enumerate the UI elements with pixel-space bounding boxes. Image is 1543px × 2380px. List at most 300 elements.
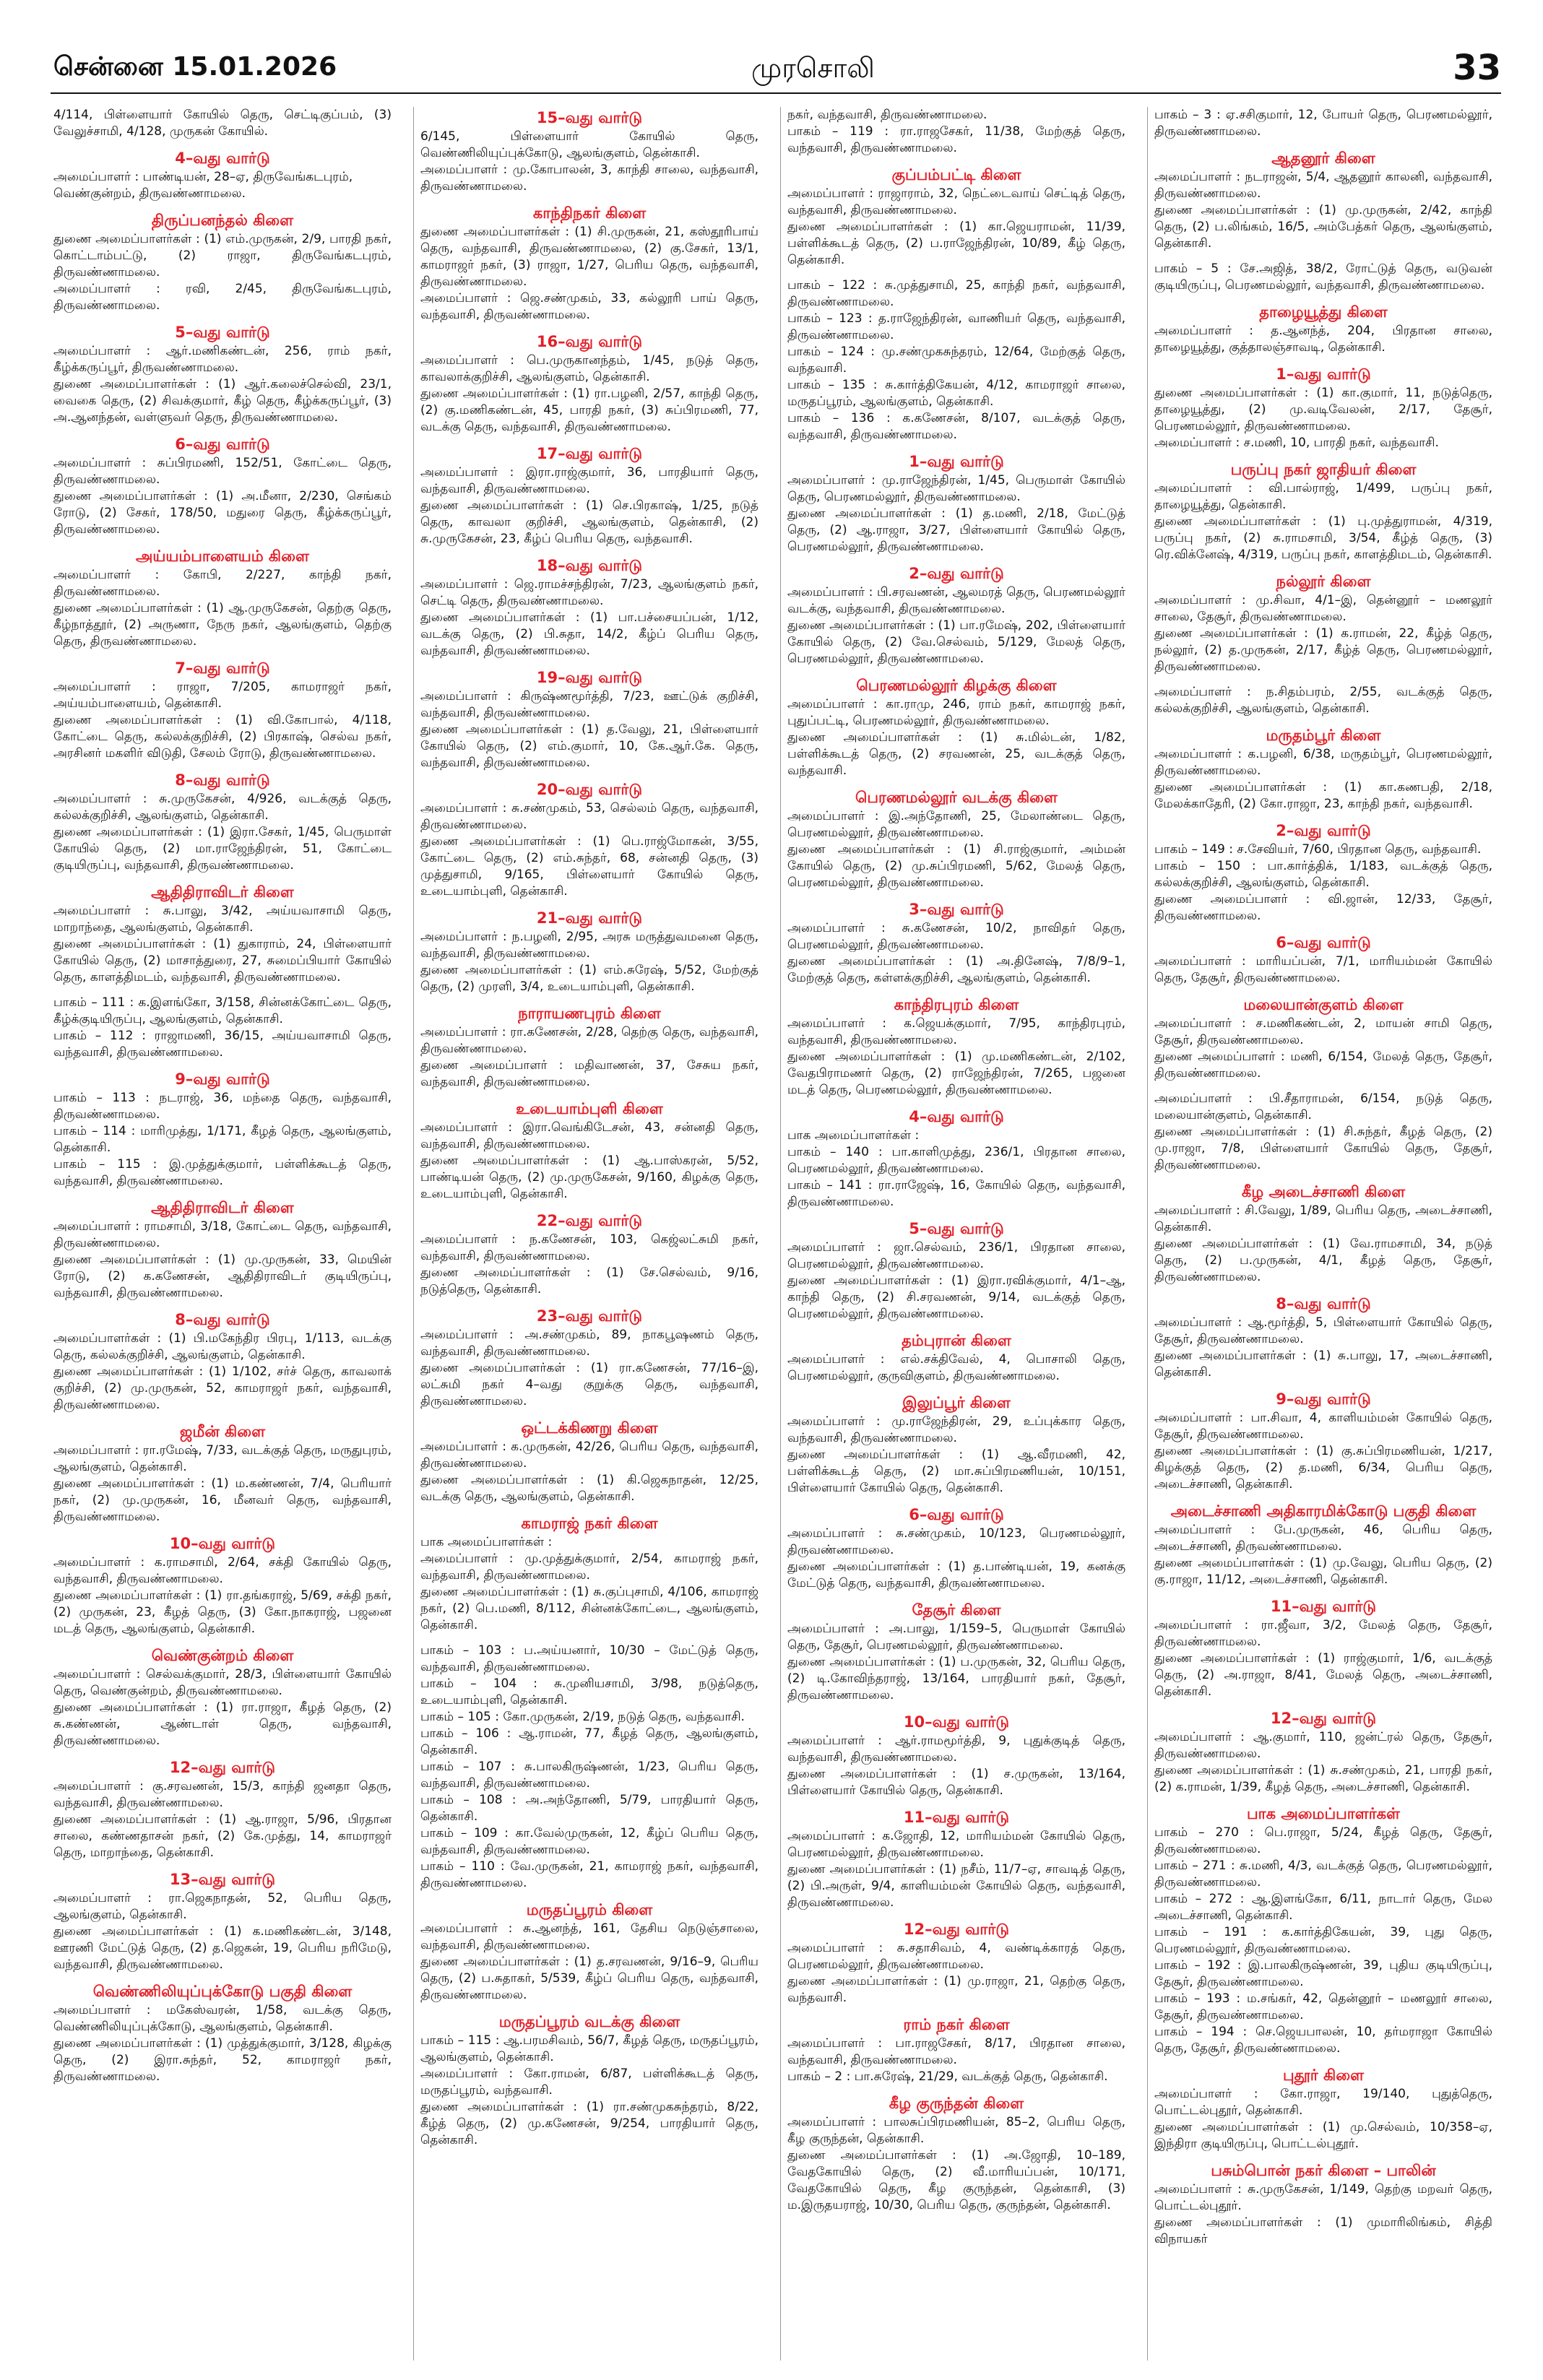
notice-block xyxy=(1154,1182,1492,1286)
notice-line: பாகம் – 271 : சு.மணி, 4/3, வடக்குத் தெரு, பெரணமல்லூர், திருவண்ணாமலை. xyxy=(1154,1858,1492,1890)
notice-line: பாகம் – 150 : பா.கார்த்திக், 1/183, வடக்குத் தெரு, கல்லக்குறிச்சி, ஆலங்குளம், தென்காசி. xyxy=(1154,859,1492,890)
section-heading: மலையான்குளம் கிளை xyxy=(1243,996,1404,1013)
section-heading: புதூர் கிளை xyxy=(1282,2067,1365,2084)
notice-block xyxy=(1154,365,1492,451)
notice-line: துணை அமைப்பாளர்கள் : (1) கி.ஜெகநாதன், 12/25, வடக்கு தெரு, ஆலங்குளம், தென்காசி. xyxy=(420,1473,758,1504)
notice-block xyxy=(53,149,392,202)
section-heading: 9–வது வார்டு xyxy=(1276,1390,1371,1408)
notice-line: அமைப்பாளர் : மு.ராஜேந்திரன், 29, உப்புக்கார தெரு, வந்தவாசி, திருவண்ணாமலை. xyxy=(787,1414,1125,1445)
notice-block xyxy=(787,564,1125,667)
notice-line: துணை அமைப்பாளர்கள் : (1) ரா.சண்முகசுந்தரம், 8/22, கீழ்த் தெரு, (2) மு.கணேசன், 9/254, பாரதியார் தெரு, தென்காசி. xyxy=(420,2100,758,2147)
notice-line: அமைப்பாளர் : அ.சண்முகம், 89, நாகபூஷணம் தெரு, வந்தவாசி, திருவண்ணாமலை. xyxy=(420,1328,758,1359)
notice-block xyxy=(1154,933,1492,987)
notice-line: அமைப்பாளர் : ச.மணி, 10, பாரதி நகர், வந்தவாசி. xyxy=(1154,436,1439,450)
notice-line: அமைப்பாளர் : சு.முருகேசன், 1/149, தெற்கு மறவர் தெரு, பொட்டல்புதூர். xyxy=(1154,2182,1492,2213)
section-heading: 22–வது வார்டு xyxy=(536,1212,643,1229)
notice-line: பாகம் – 136 : க.கணேசன், 8/107, வடக்குத் தெரு, வந்தவாசி, திருவண்ணாமலை. xyxy=(787,411,1125,442)
notice-line: பாகம் – 115 : இ.முத்துக்குமார், பள்ளிக்கூடத் தெரு, வந்தவாசி, திருவண்ணாமலை. xyxy=(53,1157,392,1188)
notice-line: அமைப்பாளர் : மு.சிவா, 4/1–இ, தென்னூர் – மணலூர் சாலை, தேசூர், திருவண்ணாமலை. xyxy=(1154,593,1492,624)
notice-line: துணை அமைப்பாளர்கள் : (1) ச.முருகன், 13/164, பிள்ளையார் கோயில் தெரு, தென்காசி. xyxy=(787,1767,1125,1798)
notice-block xyxy=(420,444,758,548)
notice-block xyxy=(1154,1804,1492,2057)
section-heading: 12–வது வார்டு xyxy=(903,1921,1010,1938)
notice-line: அமைப்பாளர் : ஆர்.ராமமூர்த்தி, 9, புதுக்குடித் தெரு, வந்தவாசி, திருவண்ணாமலை. xyxy=(787,1734,1125,1765)
notice-line: அமைப்பாளர் : ந.சிதம்பரம், 2/55, வடக்குத் தெரு, கல்லக்குறிச்சி, ஆலங்குளம், தென்காசி. xyxy=(1154,685,1492,716)
notice-line: துணை அமைப்பாளர்கள் : (1) வே.ராமசாமி, 34, நடுத் தெரு, (2) ப.முருகன், 4/1, கீழத் தெரு, தேசூர், திருவண்ணாமலை. xyxy=(1154,1237,1492,1284)
notice-line: பாகம் – 108 : அ.அந்தோணி, 5/79, பாரதியார் தெரு, தென்காசி. xyxy=(420,1793,758,1824)
notice-line: பாகம் – 112 : ராஜாமணி, 36/15, அய்யவாசாமி தெரு, வந்தவாசி, திருவண்ணாமலை. xyxy=(53,1029,392,1060)
notice-block xyxy=(53,323,392,426)
notice-line: அமைப்பாளர் : பா.ராஜசேகர், 8/17, பிரதான சாலை, வந்தவாசி, திருவண்ணாமலை. xyxy=(787,2036,1125,2067)
notice-block xyxy=(1154,303,1492,356)
notice-block xyxy=(53,1198,392,1302)
notice-line: பாகம் – 105 : கோ.முருகன், 2/19, நடுத் தெரு, வந்தவாசி. xyxy=(420,1710,745,1724)
notice-block xyxy=(1154,2066,1492,2152)
notice-line: 4/114, பிள்ளையார் கோயில் தெரு, செட்டிகுப்பம், (3) வேலுச்சாமி, 4/128, முருகன் கோயில். xyxy=(53,108,392,139)
notice-line: அமைப்பாளர் : ஆ.குமார், 110, ஜன்ட்ரல் தெரு, தேசூர், திருவண்ணாமலை. xyxy=(1154,1730,1492,1761)
notice-line: பாகம் – 111 : க.இளங்கோ, 3/158, சின்னக்கோட்டை தெரு, கீழ்க்குடியிருப்பு, ஆலங்குளம், தென்காசி. xyxy=(53,995,392,1026)
section-heading: பசும்பொன் நகர் கிளை – பாலின் xyxy=(1211,2162,1436,2179)
section-heading: காந்திநகர் கிளை xyxy=(532,204,647,222)
section-heading: ஆதிதிராவிடர் கிளை xyxy=(151,883,294,901)
notice-block xyxy=(53,995,392,1061)
notice-line: அமைப்பாளர் : ஜெ.ராமச்சந்திரன், 7/23, ஆலங்குளம் நகர், செட்டி தெரு, திருவண்ணாமலை. xyxy=(420,577,758,608)
notice-line: அமைப்பாளர் : ரவி, 2/45, திருவேங்கடபுரம், திருவண்ணாமலை. xyxy=(53,282,392,313)
section-heading: 3–வது வார்டு xyxy=(909,901,1004,918)
column-2 xyxy=(420,107,758,2360)
notice-block xyxy=(420,1514,758,1634)
notice-line: துணை அமைப்பாளர்கள் : (1) த.மணி, 2/18, மேட்டுத் தெரு, (2) ஆ.ராஜா, 3/27, பிள்ளையார் கோயில் தெரு, பெரணமல்லூர், திருவண்ணாமலை. xyxy=(787,506,1125,554)
notice-line: அமைப்பாளர் : ஜா.செல்வம், 236/1, பிரதான சாலை, பெரணமல்லூர், திருவண்ணாமலை. xyxy=(787,1240,1125,1271)
notice-block xyxy=(420,556,758,659)
section-heading: 5–வது வார்டு xyxy=(909,1220,1004,1237)
notice-line: துணை அமைப்பாளர்கள் : (1) சே.செல்வம், 9/16, நடுத்தெரு, தென்காசி. xyxy=(420,1265,758,1297)
notice-line: துணை அமைப்பாளர்கள் : (1) ராஜ்குமார், 1/6, வடக்குத் தெரு, (2) அ.ராஜா, 8/41, மேலத் தெரு, அடைச்சாணி, தென்காசி. xyxy=(1154,1651,1492,1699)
notice-line: துணை அமைப்பாளர்கள் : (1) அ.ஜோதி, 10–189, வேதகோயில் தெரு, (2) வீ.மாரியப்பன், 10/171, வேதகோயில் தெரு, கீழ குருந்தன், தென்காசி, (3) ம.இருதயராஜ், 10/30, பெரிய தெரு, குருந்தன், தென்காசி. xyxy=(787,2148,1125,2212)
notice-line: துணை அமைப்பாளர் : மதிவாணன், 37, சேசுய நகர், வந்தவாசி, திருவண்ணாமலை. xyxy=(420,1058,758,1089)
notice-block xyxy=(1154,149,1492,252)
notice-block xyxy=(787,1331,1125,1385)
notice-line: அமைப்பாளர் : பே.முருகன், 46, பெரிய தெரு, அடைச்சாணி, திருவண்ணாமலை. xyxy=(1154,1523,1492,1554)
notice-line: பாகம் – 107 : சு.பாலகிருஷ்ணன், 1/23, பெரிய தெரு, வந்தவாசி, திருவண்ணாமலை. xyxy=(420,1760,758,1791)
notice-line: துணை அமைப்பாளர்கள் : (1) ஆ.பாஸ்கரன், 5/52, பாண்டியன் தெரு, (2) மு.முருகேசன், 9/160, கிழக்கு தெரு, உடையாம்புளி, தென்காசி. xyxy=(420,1154,758,1201)
section-heading: கீழ குருந்தன் கிளை xyxy=(889,2095,1024,2112)
notice-block xyxy=(787,1393,1125,1497)
notice-block xyxy=(787,2015,1125,2085)
section-heading: 11–வது வார்டு xyxy=(903,1809,1010,1826)
issue-date: சென்னை 15.01.2026 xyxy=(53,52,337,82)
notice-block xyxy=(1154,1294,1492,1381)
notice-line: அமைப்பாளர் : அ.பாலு, 1/159–5, பெருமாள் கோயில் தெரு, தேசூர், பெரணமல்லூர், திருவண்ணாமலை. xyxy=(787,1622,1125,1653)
notice-block xyxy=(53,1870,392,1973)
notice-line: பாகம் – 122 : சு.முத்துசாமி, 25, காந்தி நகர், வந்தவாசி, திருவண்ணாமலை. xyxy=(787,278,1125,309)
notice-line: அமைப்பாளர் : பெ.முருகானந்தம், 1/45, நடுத் தெரு, காவலாக்குறிச்சி, ஆலங்குளம், தென்காசி. xyxy=(420,353,758,384)
notice-line: பாகம் – 103 : ப.அய்யனார், 10/30 – மேட்டுத் தெரு, வந்தவாசி, திருவண்ணாமலை. xyxy=(420,1643,758,1674)
newspaper-name: முரசொலி xyxy=(751,52,875,84)
notice-line: பாகம் – 270 : பெ.ராஜா, 5/24, கீழத் தெரு, தேசூர், திருவண்ணாமலை. xyxy=(1154,1825,1492,1856)
notice-line: துணை அமைப்பாளர்கள் : (1) பு.முத்துராமன், 4/319, பருப்பு நகர், (2) சு.ராமசாமி, 3/54, கீழ்த் தெரு, (3) ரெ.விக்னேஷ், 4/319, பருப்பு நகர், காளத்திமடம், தென்காசி. xyxy=(1154,514,1492,562)
column-divider xyxy=(1147,107,1148,2360)
notice-line: பாகம் – 115 : ஆ.பரமசிவம், 56/7, கீழத் தெரு, மருதப்பூரம், ஆலங்குளம், தென்காசி. xyxy=(420,2033,758,2064)
notice-line: துணை அமைப்பாளர்கள் : (1) த.சரவணன், 9/16–9, பெரிய தெரு, (2) ப.சுதாகர், 5/539, கீழ்ப் பெரிய தெரு, வந்தவாசி, திருவண்ணாமலை. xyxy=(420,1955,758,2002)
notice-line: துணை அமைப்பாளர்கள் : (1) ஆ.முருகேசன், தெற்கு தெரு, கீழ்நாத்தூர், (2) அருணா, நேரு நகர், ஆலங்குளம், தெற்கு தெரு, திருவண்ணாமலை. xyxy=(53,601,392,649)
section-heading: மருதப்பூரம் கிளை xyxy=(526,1901,653,1918)
section-heading: 2–வது வார்டு xyxy=(1276,822,1371,839)
notice-line: பாகம் – 141 : ரா.ராஜேஷ், 16, கோயில் தெரு, வந்தவாசி, திருவண்ணாமலை. xyxy=(787,1178,1125,1209)
notice-line: துணை அமைப்பாளர்கள் : (1) ஆ.ராஜா, 5/96, பிரதான சாலை, கண்ணதாசன் நகர், (2) கே.முத்து, 14, காமராஜர் தெரு, மாறாந்தை, தென்காசி. xyxy=(53,1812,392,1860)
notice-block xyxy=(787,107,1125,157)
notice-line: துணை அமைப்பாளர்கள் : (1) எம்.சுரேஷ், 5/52, மேற்குத் தெரு, (2) முரளி, 3/4, உடையாம்புளி, தென்காசி. xyxy=(420,963,758,994)
notice-block xyxy=(420,1900,758,2004)
section-heading: வெண்குன்றம் கிளை xyxy=(151,1647,294,1664)
notice-block xyxy=(53,1646,392,1749)
notice-block xyxy=(53,435,392,538)
notice-line: பாகம் – 123 : த.ராஜேந்திரன், வாணியர் தெரு, வந்தவாசி, திருவண்ணாமலை. xyxy=(787,311,1125,342)
notice-line: அமைப்பாளர் : பாண்டியன், 28–ஏ, திருவேங்கடபுரம், xyxy=(53,170,353,184)
notice-line: அமைப்பாளர் : சு.சண்முகம், 53, செல்லம் தெரு, வந்தவாசி, திருவண்ணாமலை. xyxy=(420,801,758,832)
notice-line: அமைப்பாளர் : கோ.ராஜா, 19/140, புதுத்தெரு, பொட்டல்புதூர், தென்காசி. xyxy=(1154,2087,1492,2118)
notice-block xyxy=(53,883,392,986)
section-heading: 5–வது வார்டு xyxy=(175,324,270,341)
notice-line: அமைப்பாளர் : ராமசாமி, 3/18, கோட்டை தெரு, வந்தவாசி, திருவண்ணாமலை. xyxy=(53,1219,392,1250)
notice-block xyxy=(53,211,392,314)
section-heading: தேசூர் கிளை xyxy=(912,1601,1001,1619)
notice-line: அமைப்பாளர் : மகேஸ்வரன், 1/58, வடக்கு தெரு, வெண்ணிலியுப்புக்கோடு, ஆலங்குளம், தென்காசி. xyxy=(53,2003,392,2034)
notice-line: துணை அமைப்பாளர்கள் : (1) ரா.கணேசன், 77/16–இ, லட்சுமி நகர் 4–வது குறுக்கு தெரு, வந்தவாசி, திருவண்ணாமலை. xyxy=(420,1361,758,1408)
notice-line: பாக அமைப்பாளர்கள் : xyxy=(420,1535,553,1549)
notice-line: துணை அமைப்பாளர்கள் : (1) ஆர்.கலைச்செல்வி, 23/1, வைகை தெரு, (2) சிவக்குமார், கீழ் தெரு, கீழ்க்கருப்பூர், (3) அ.ஆனந்தன், வள்ளுவர் தெரு, திருவண்ணாமலை. xyxy=(53,377,392,425)
notice-line: துணை அமைப்பாளர்கள் : (1) ப.முருகன், 32, பெரிய தெரு, (2) டி.கோவிந்தராஜ், 13/164, பாரதியார் நகர், தேசூர், திருவண்ணாமலை. xyxy=(787,1655,1125,1702)
notice-line: அமைப்பாளர் : கோபி, 2/227, காந்தி நகர், திருவண்ணாமலை. xyxy=(53,568,392,599)
section-heading: ராம் நகர் கிளை xyxy=(903,2016,1010,2033)
notice-line: அமைப்பாளர் : ரா.ஜெகநாதன், 52, பெரிய தெரு, ஆலங்குளம், தென்காசி. xyxy=(53,1891,392,1922)
section-heading: 1–வது வார்டு xyxy=(1276,365,1371,383)
section-heading: காந்திரபுரம் கிளை xyxy=(894,996,1019,1013)
notice-line: பாகம் – 5 : சே.அஜித், 38/2, ரோட்டுத் தெரு, வடுவன் குடியிருப்பு, பெரணமல்லூர், வந்தவாசி, திருவண்ணாமலை. xyxy=(1154,261,1492,293)
notice-line: அமைப்பாளர் : ந.பழனி, 2/95, அரசு மருத்துவமனை தெரு, வந்தவாசி, திருவண்ணாமலை. xyxy=(420,930,758,961)
section-heading: மருதப்பூரம் வடக்கு கிளை xyxy=(498,2013,680,2030)
notice-block xyxy=(53,1982,392,2085)
notice-line: அமைப்பாளர் : இ.அந்தோணி, 25, மேலாண்டை தெரு, பெரணமல்லூர், திருவண்ணாமலை. xyxy=(787,809,1125,840)
notice-line: அமைப்பாளர் : சு.முருகேசன், 4/926, வடக்குத் தெரு, கல்லக்குறிச்சி, ஆலங்குளம், தென்காசி. xyxy=(53,792,392,823)
section-heading: மருதம்பூர் கிளை xyxy=(1266,727,1381,744)
notice-line: அமைப்பாளர் : இரா.ராஜ்குமார், 36, பாரதியார் தெரு, வந்தவாசி, திருவண்ணாமலை. xyxy=(420,465,758,496)
section-heading: 11–வது வார்டு xyxy=(1270,1598,1377,1615)
notice-line: அமைப்பாளர் : கா.ராமு, 246, ராம் நகர், காமராஜ் நகர், புதுப்பட்டி, பெரணமல்லூர், திருவண்ணாமலை. xyxy=(787,697,1125,728)
notice-line: அமைப்பாளர் : வி.பால்ராஜ், 1/499, பருப்பு நகர், தாழையூத்து, தென்காசி. xyxy=(1154,481,1492,512)
masthead-rule xyxy=(51,92,1501,94)
notice-line: துணை அமைப்பாளர்கள் : (1) சி.முருகன், 21, கஸ்தூரிபாய் தெரு, வந்தவாசி, திருவண்ணாமலை, (2) கு.சேகர், 13/1, காமராஜர் நகர், (3) ராஜா, 1/27, பெரிய தெரு, வந்தவாசி, திருவண்ணாமலை. xyxy=(420,225,758,289)
notice-block xyxy=(1154,261,1492,294)
notice-block xyxy=(787,995,1125,1099)
notice-block xyxy=(420,1004,758,1091)
notice-line: 6/145, பிள்ளையார் கோயில் தெரு, வெண்ணிலியுப்புக்கோடு, ஆலங்குளம், தென்காசி. xyxy=(420,129,758,160)
notice-line: அமைப்பாளர் : நடராஜன், 5/4, ஆதனூர் காலனி, வந்தவாசி, திருவண்ணாமலை. xyxy=(1154,170,1492,201)
section-heading: 18–வது வார்டு xyxy=(536,557,643,574)
notice-line: துணை அமைப்பாளர்கள் : (1) பெ.ராஜ்மோகன், 3/55, கோட்டை தெரு, (2) எம்.சுந்தர், 68, சன்னதி தெரு, (3) முத்துசாமி, 9/165, பிள்ளையார் கோயில் தெரு, உடையாம்புளி, தென்காசி. xyxy=(420,834,758,899)
section-heading: காமராஜ் நகர் கிளை xyxy=(521,1515,658,1532)
notice-line: அமைப்பாளர் : ந.கணேசன், 103, கெஜ்லட்சுமி நகர், வந்தவாசி, திருவண்ணாமலை. xyxy=(420,1232,758,1263)
notice-line: அமைப்பாளர் : ஜெ.சண்முகம், 33, கல்லூரி பாய் தெரு, வந்தவாசி, திருவண்ணாமலை. xyxy=(420,291,758,322)
notice-block xyxy=(420,108,758,195)
masthead xyxy=(0,0,1543,88)
notice-line: துணை அமைப்பாளர் : வி.ஜான், 12/33, தேசூர், திருவண்ணாமலை. xyxy=(1154,892,1492,923)
section-heading: 6–வது வார்டு xyxy=(909,1506,1004,1523)
notice-block xyxy=(1154,1597,1492,1700)
section-heading: 10–வது வார்டு xyxy=(169,1535,276,1552)
notice-line: துணை அமைப்பாளர்கள் : (1) ம.கண்ணன், 7/4, பெரியார் நகர், (2) மு.முருகன், 16, மீனவர் தெரு, வந்தவாசி, திருவண்ணாமலை. xyxy=(53,1476,392,1524)
notice-block xyxy=(53,771,392,874)
notice-line: பாகம் – 3 : ஏ.சசிகுமார், 12, போயர் தெரு, பெரணமல்லூர், திருவண்ணாமலை. xyxy=(1154,108,1492,139)
notice-line: அமைப்பாளர் : பி.சீதாராமன், 6/154, நடுத் தெரு, மலையான்குளம், தென்காசி. xyxy=(1154,1091,1492,1122)
notice-block xyxy=(1154,572,1492,675)
notice-line: நகர், வந்தவாசி, திருவண்ணாமலை. xyxy=(787,108,987,122)
section-heading: அய்யம்பாளையம் கிளை xyxy=(136,548,309,565)
notice-line: அமைப்பாளர் : ராஜாராம், 32, நெட்டைவாய் செட்டித் தெரு, வந்தவாசி, திருவண்ணாமலை. xyxy=(787,186,1125,217)
notice-line: துணை அமைப்பாளர்கள் : (1) துகாராம், 24, பிள்ளையார் கோயில் தெரு, (2) மாசாத்துரை, 27, சுமைப்பியார் கோயில் தெரு, காளத்திமடம், வந்தவாசி, திருவண்ணாமலை. xyxy=(53,937,392,985)
notice-line: துணை அமைப்பாளர்கள் : (1) முமாரிலிங்கம், சித்தி விநாயகர் xyxy=(1154,2215,1492,2246)
notice-block xyxy=(420,780,758,900)
notice-block xyxy=(53,547,392,650)
section-heading: நல்லூர் கிளை xyxy=(1276,573,1371,590)
notice-line: அமைப்பாளர் : சு.சண்முகம், 10/123, பெரணமல்லூர், திருவண்ணாமலை. xyxy=(787,1526,1125,1557)
section-heading: 12–வது வார்டு xyxy=(169,1759,276,1776)
notice-line: துணை அமைப்பாளர் : மணி, 6/154, மேலத் தெரு, தேசூர், திருவண்ணாமலை. xyxy=(1154,1050,1492,1081)
notice-line: துணை அமைப்பாளர்கள் : (1) முத்துக்குமார், 3/128, கிழக்கு தெரு, (2) இரா.சுந்தர், 52, காமராஜர் நகர், திருவண்ணாமலை. xyxy=(53,2036,392,2084)
notice-line: பாகம் – 191 : க.கார்த்திகேயன், 39, புது தெரு, பெரணமல்லூர், திருவண்ணாமலை. xyxy=(1154,1925,1492,1956)
notice-line: துணை அமைப்பாளர்கள் : (1) ரா.ராஜா, கீழத் தெரு, (2) சு.கண்ணன், ஆண்டாள் தெரு, வந்தவாசி, திருவண்ணாமலை. xyxy=(53,1700,392,1748)
notice-line: துணை அமைப்பாளர்கள் : (1) நசீம், 11/7–ஏ, சாவடித் தெரு, (2) பி.அருள், 9/4, காளியம்மன் கோயில் தெரு, வந்தவாசி, திருவண்ணாமலை. xyxy=(787,1862,1125,1910)
notice-line: துணை அமைப்பாளர்கள் : (1) பா.ரமேஷ், 202, பிள்ளையார் கோயில் தெரு, (2) வே.செல்வம், 5/129, மேலத் தெரு, பெரணமல்லூர், திருவண்ணாமலை. xyxy=(787,618,1125,666)
notice-line: துணை அமைப்பாளர்கள் : (1) சி.சுந்தர், கீழத் தெரு, (2) மு.ராஜா, 7/8, பிள்ளையார் கோயில் தெரு, தேசூர், திருவண்ணாமலை. xyxy=(1154,1125,1492,1172)
notice-block xyxy=(787,1219,1125,1323)
notice-line: பாகம் – 113 : நடராஜ், 36, மந்தை தெரு, வந்தவாசி, திருவண்ணாமலை. xyxy=(53,1091,392,1122)
notice-line: துணை அமைப்பாளர்கள் : (1) கா.குமார், 11, நடுத்தெரு, தாழையூத்து, (2) மு.வடிவேலன், 2/17, தேசூர், பெரணமல்லூர், திருவண்ணாமலை. xyxy=(1154,386,1492,433)
notice-block xyxy=(420,909,758,995)
notice-block xyxy=(787,788,1125,891)
notice-line: துணை அமைப்பாளர்கள் : (1) மு.ராஜா, 21, தெற்கு தெரு, வந்தவாசி. xyxy=(787,1974,1125,2005)
notice-line: பாகம் – 2 : பா.சுரேஷ், 21/29, வடக்குத் தெரு, தென்காசி. xyxy=(787,2069,1108,2084)
notice-line: பாகம் – 193 : ம.சங்கர், 42, தென்னூர் – மணலூர் சாலை, தேசூர், திருவண்ணாமலை. xyxy=(1154,1991,1492,2022)
notice-line: அமைப்பாளர் : ரா.கணேசன், 2/28, தெற்கு தெரு, வந்தவாசி, திருவண்ணாமலை. xyxy=(420,1025,758,1056)
notice-block xyxy=(53,1534,392,1637)
notice-block xyxy=(420,2012,758,2149)
notice-block xyxy=(420,1099,758,1203)
notice-line: துணை அமைப்பாளர்கள் : (1) க.ராமன், 22, கீழ்த் தெரு, நல்லூர், (2) த.முருகன், 2/17, கீழ்த் தெரு, பெரணமல்லூர், திருவண்ணாமலை. xyxy=(1154,626,1492,674)
notice-line: அமைப்பாளர் : ரா.ஜீவா, 3/2, மேலத் தெரு, தேசூர், திருவண்ணாமலை. xyxy=(1154,1618,1492,1649)
notice-line: அமைப்பாளர் : ரா.ரமேஷ், 7/33, வடக்குத் தெரு, மருதுபுரம், ஆலங்குளம், தென்காசி. xyxy=(53,1443,392,1474)
notice-block xyxy=(787,676,1125,779)
section-heading: 10–வது வார்டு xyxy=(903,1713,1010,1731)
column-3 xyxy=(787,107,1125,2360)
notice-line: அமைப்பாளர் : கோ.ராமன், 6/87, பள்ளிக்கூடத் தெரு, மருதப்பூரம், வந்தவாசி. xyxy=(420,2067,758,2098)
notice-line: பாகம் – 110 : வே.முருகன், 21, காமராஜ் நகர், வந்தவாசி, திருவண்ணாமலை. xyxy=(420,1859,758,1890)
section-heading: பெரணமல்லூர் வடக்கு கிளை xyxy=(855,789,1058,806)
notice-line: துணை அமைப்பாளர்கள் : (1) சு.மில்டன், 1/82, பள்ளிக்கூடத் தெரு, (2) சரவணன், 25, வடக்குத் தெரு, வந்தவாசி. xyxy=(787,730,1125,778)
notice-block xyxy=(787,1601,1125,1704)
section-heading: நாராயணபுரம் கிளை xyxy=(518,1005,661,1022)
page-number: 33 xyxy=(1453,48,1501,88)
notice-line: அமைப்பாளர் : பாலசுப்பிரமணியன், 85–2, பெரிய தெரு, கீழ குருந்தன், தென்காசி. xyxy=(787,2115,1125,2146)
notice-line: அமைப்பாளர் : சு.கணேசன், 10/2, நாவிதர் தெரு, பெரணமல்லூர், திருவண்ணாமலை. xyxy=(787,921,1125,952)
notice-block xyxy=(787,1713,1125,1799)
notice-line: பாகம் – 106 : ஆ.ராமன், 77, கீழத் தெரு, ஆலங்குளம், தென்காசி. xyxy=(420,1726,758,1757)
section-heading: பருப்பு நகர் ஜாதியர் கிளை xyxy=(1230,461,1417,478)
section-heading: 6–வது வார்டு xyxy=(1276,934,1371,951)
notice-line: துணை அமைப்பாளர்கள் : (1) கா.கணபதி, 2/18, மேலக்காதேரி, (2) கோ.ராஜா, 23, காந்தி நகர், வந்தவாசி. xyxy=(1154,780,1492,811)
notice-block xyxy=(1154,107,1492,140)
section-heading: 6–வது வார்டு xyxy=(175,436,270,453)
notice-line: துணை அமைப்பாளர்கள் : (1) த.பாண்டியன், 19, கனக்கு மேட்டுத் தெரு, வந்தவாசி, திருவண்ணாமலை. xyxy=(787,1559,1125,1591)
notice-line: துணை அமைப்பாளர்கள் : (1) சு.குப்புசாமி, 4/106, காமராஜ் நகர், (2) பெ.மணி, 8/112, சின்னக்கோட்டை, ஆலங்குளம், தென்காசி. xyxy=(420,1585,758,1632)
notice-line: அமைப்பாளர் : பா.சிவா, 4, காளியம்மன் கோயில் தெரு, தேசூர், திருவண்ணாமலை. xyxy=(1154,1411,1492,1442)
notice-line: அமைப்பாளர் : ஆர்.மணிகண்டன், 256, ராம் நகர், கீழ்க்கருப்பூர், திருவண்ணாமலை. xyxy=(53,344,392,375)
notice-line: துணை அமைப்பாளர்கள் : (1) மு.வேலு, பெரிய தெரு, (2) கு.ராஜா, 11/12, அடைச்சாணி, தென்காசி. xyxy=(1154,1556,1492,1587)
notice-line: அமைப்பாளர் : த.ஆனந்த், 204, பிரதான சாலை, தாழையூத்து, குத்தாலஞ்சாவடி, தென்காசி. xyxy=(1154,324,1492,355)
notice-line: அமைப்பாளர்கள் : (1) பி.மகேந்திர பிரபு, 1/113, வடக்கு தெரு, கல்லக்குறிச்சி, ஆலங்குளம், தென்காசி. xyxy=(53,1331,392,1362)
notice-block xyxy=(420,1211,758,1298)
notice-line: பாகம் – 149 : ச.சேவியர், 7/60, பிரதான தெரு, வந்தவாசி. xyxy=(1154,842,1482,857)
notice-line: துணை அமைப்பாளர்கள் : (1) கு.சுப்பிரமணியன், 1/217, கிழக்குத் தெரு, (2) த.மணி, 6/34, பெரிய தெரு, அடைச்சாணி, தென்காசி. xyxy=(1154,1444,1492,1492)
section-heading: தாழையூத்து கிளை xyxy=(1259,303,1388,321)
notice-line: அமைப்பாளர் : கிருஷ்ணமூர்த்தி, 7/23, ஊட்டுக் குறிச்சி, வந்தவாசி, திருவண்ணாமலை. xyxy=(420,689,758,720)
notice-line: துணை அமைப்பாளர்கள் : (1) அ.தினேஷ், 7/8/9–1, மேற்குத் தெரு, கள்ளக்குறிச்சி, ஆலங்குளம், தென்காசி. xyxy=(787,954,1125,985)
notice-block xyxy=(1154,821,1492,925)
notice-block xyxy=(53,1422,392,1526)
notice-line: துணை அமைப்பாளர்கள் : (1) சு.பாலு, 17, அடைச்சாணி, தென்காசி. xyxy=(1154,1349,1492,1380)
notice-line: அமைப்பாளர் : செல்வக்குமார், 28/3, பிள்ளையார் கோயில் தெரு, வெண்குன்றம், திருவண்ணாமலை. xyxy=(53,1667,392,1698)
notice-block xyxy=(1154,726,1492,813)
section-heading: அடைச்சாணி அதிகாரமிக்கோடு பகுதி கிளை xyxy=(1170,1502,1477,1520)
notice-block xyxy=(53,659,392,762)
notice-line: பாக அமைப்பாளர்கள் : xyxy=(787,1128,920,1143)
notice-line: அமைப்பாளர் : ராஜா, 7/205, காமராஜர் நகர், அய்யம்பாளையம், தென்காசி. xyxy=(53,680,392,711)
notice-line: துணை அமைப்பாளர்கள் : (1) க.மணிகண்டன், 3/148, ஊரணி மேட்டுத் தெரு, (2) த.ஜெகன், 19, பெரிய நரிமேடு, வந்தவாசி, திருவண்ணாமலை. xyxy=(53,1924,392,1972)
section-heading: 2–வது வார்டு xyxy=(909,565,1004,582)
notice-block xyxy=(1154,1091,1492,1174)
section-heading: 15–வது வார்டு xyxy=(536,109,643,126)
notice-line: அமைப்பாளர் : சுப்பிரமணி, 152/51, கோட்டை தெரு, திருவண்ணாமலை. xyxy=(53,456,392,487)
notice-line: பாகம் – 119 : ரா.ராஜசேகர், 11/38, மேற்குத் தெரு, வந்தவாசி, திருவண்ணாமலை. xyxy=(787,124,1125,155)
notice-line: அமைப்பாளர் : மு.கோபாலன், 3, காந்தி சாலை, வந்தவாசி, திருவண்ணாமலை. xyxy=(420,163,758,194)
notice-line: துணை அமைப்பாளர்கள் : (1) இரா.சேகர், 1/45, பெருமாள் கோயில் தெரு, (2) மா.ராஜேந்திரன், 51, கோட்டை குடியிருப்பு, வந்தவாசி, திருவண்ணாமலை. xyxy=(53,825,392,873)
notice-line: துணை அமைப்பாளர்கள் : (1) பா.பச்சையப்பன், 1/12, வடக்கு தெரு, (2) பி.சுதா, 14/2, கீழ்ப் பெரிய தெரு, வந்தவாசி, திருவண்ணாமலை. xyxy=(420,610,758,658)
notice-line: அமைப்பாளர் : ச.மணிகண்டன், 2, மாயன் சாமி தெரு, தேசூர், திருவண்ணாமலை. xyxy=(1154,1016,1492,1047)
notice-block xyxy=(787,2094,1125,2214)
section-heading: பெரணமல்லூர் கிழக்கு கிளை xyxy=(856,677,1057,694)
notice-line: துணை அமைப்பாளர்கள் : (1) எம்.முருகன், 2/9, பாரதி நகர், கொட்டாம்பட்டு, (2) ராஜா, திருவேங்கடபுரம், திருவண்ணாமலை. xyxy=(53,232,392,280)
notice-line: அமைப்பாளர் : க.ஜோதி, 12, மாரியம்மன் கோயில் தெரு, பெரணமல்லூர், திருவண்ணாமலை. xyxy=(787,1829,1125,1860)
section-heading: தம்புரான் கிளை xyxy=(902,1332,1011,1349)
section-heading: வெண்ணிலியுப்புக்கோடு பகுதி கிளை xyxy=(92,1983,353,2000)
notice-block xyxy=(420,668,758,771)
notice-line: அமைப்பாளர் : க.ராமசாமி, 2/64, சக்தி கோயில் தெரு, வந்தவாசி, திருவண்ணாமலை. xyxy=(53,1555,392,1586)
section-heading: 12–வது வார்டு xyxy=(1270,1710,1377,1727)
section-heading: 20–வது வார்டு xyxy=(536,781,643,798)
notice-line: துணை அமைப்பாளர்கள் : (1) கா.ஜெயராமன், 11/39, பள்ளிக்கூடத் தெரு, (2) ப.ராஜேந்திரன், 10/89, கீழ் தெரு, தென்காசி. xyxy=(787,220,1125,267)
notice-line: துணை அமைப்பாளர்கள் : (1) மு.செல்வம், 10/358–ஏ, இந்திரா குடியிருப்பு, பொட்டல்புதூர். xyxy=(1154,2120,1492,2151)
section-heading: 19–வது வார்டு xyxy=(536,669,643,686)
notice-line: துணை அமைப்பாளர்கள் : (1) 1/102, சர்ச் தெரு, காவலாக் குறிச்சி, (2) மு.முருகன், 52, காமராஜர் நகர், வந்தவாசி, திருவண்ணாமலை. xyxy=(53,1364,392,1412)
notice-line: அமைப்பாளர் : சு.பாலு, 3/42, அய்யவாசாமி தெரு, மாறாந்தை, ஆலங்குளம், தென்காசி. xyxy=(53,904,392,935)
notice-line: துணை அமைப்பாளர்கள் : (1) த.வேலு, 21, பிள்ளையார் கோயில் தெரு, (2) எம்.குமார், 10, கே.ஆர்.கே. தெரு, வந்தவாசி, திருவண்ணாமலை. xyxy=(420,722,758,770)
notice-block xyxy=(787,1107,1125,1211)
column-divider xyxy=(780,107,781,2360)
notice-block xyxy=(1154,995,1492,1082)
section-heading: ஒட்டக்கிணறு கிளை xyxy=(521,1419,658,1437)
notice-block xyxy=(1154,1709,1492,1796)
section-heading: 21–வது வார்டு xyxy=(536,909,643,927)
section-heading: 8–வது வார்டு xyxy=(175,771,270,789)
column-divider xyxy=(413,107,414,2360)
notice-line: துணை அமைப்பாளர்கள் : (1) இரா.ரவிக்குமார், 4/1–ஆ, காந்தி தெரு, (2) சி.சரவணன், 9/14, வடக்குத் தெரு, பெரணமல்லூர், திருவண்ணாமலை. xyxy=(787,1273,1125,1321)
notice-line: பாகம் – 192 : இ.பாலகிருஷ்ணன், 39, புதிய குடியிருப்பு, தேசூர், திருவண்ணாமலை. xyxy=(1154,1958,1492,1989)
notice-block xyxy=(53,1070,392,1190)
notice-line: அமைப்பாளர் : இரா.வெங்கிடேசன், 43, சன்னதி தெரு, வந்தவாசி, திருவண்ணாமலை. xyxy=(420,1120,758,1151)
section-heading: 23–வது வார்டு xyxy=(536,1307,643,1325)
notice-line: வெண்குன்றம், திருவண்ணாமலை. xyxy=(53,186,246,201)
section-heading: 8–வது வார்டு xyxy=(1276,1295,1371,1312)
notice-line: அமைப்பாளர் : க.முருகன், 42/26, பெரிய தெரு, வந்தவாசி, திருவண்ணாமலை. xyxy=(420,1440,758,1471)
section-heading: இலுப்பூர் கிளை xyxy=(902,1394,1011,1411)
section-heading: 4–வது வார்டு xyxy=(175,150,270,167)
notice-line: துணை அமைப்பாளர்கள் : (1) ரா.பழனி, 2/57, காந்தி தெரு, (2) கு.மணிகண்டன், 45, பாரதி நகர், (3) சுப்பிரமணி, 77, வடக்கு தெரு, வந்தவாசி, திருவண்ணாமலை. xyxy=(420,386,758,434)
notice-block xyxy=(53,1310,392,1414)
notice-block xyxy=(1154,2161,1492,2248)
column-4 xyxy=(1154,107,1492,2360)
column-1 xyxy=(53,107,392,2360)
notice-block xyxy=(1154,1502,1492,1588)
section-heading: 4–வது வார்டு xyxy=(909,1108,1004,1125)
notice-line: பாகம் – 272 : ஆ.இளங்கோ, 6/11, நாடார் தெரு, மேல அடைச்சாணி, தென்காசி. xyxy=(1154,1892,1492,1923)
notice-block xyxy=(787,1808,1125,1911)
notice-line: பாகம் – 194 : செ.ஜெயபாலன், 10, தர்மராஜா கோயில் தெரு, தேசூர், திருவண்ணாமலை. xyxy=(1154,2025,1492,2056)
notice-block xyxy=(787,900,1125,987)
notice-block xyxy=(420,1419,758,1505)
notice-block xyxy=(787,1505,1125,1592)
notice-block xyxy=(53,1758,392,1861)
notice-block xyxy=(787,165,1125,269)
notice-block xyxy=(787,277,1125,443)
section-heading: திருப்பனந்தல் கிளை xyxy=(151,212,294,229)
notice-block xyxy=(787,452,1125,555)
notice-line: அமைப்பாளர் : ஆ.மூர்த்தி, 5, பிள்ளையார் கோயில் தெரு, தேசூர், திருவண்ணாமலை. xyxy=(1154,1315,1492,1346)
notice-line: அமைப்பாளர் : மாரியப்பன், 7/1, மாரியம்மன் கோயில் தெரு, தேசூர், திருவண்ணாமலை. xyxy=(1154,954,1492,985)
notice-block xyxy=(1154,460,1492,563)
notice-line: துணை அமைப்பாளர்கள் : (1) செ.பிரகாஷ், 1/25, நடுத் தெரு, காவலா குறிச்சி, ஆலங்குளம், தென்காசி, (2) சு.முருகேசன், 23, கீழ்ப் பெரிய தெரு, வந்தவாசி. xyxy=(420,498,758,546)
notice-block xyxy=(1154,1390,1492,1493)
notice-block xyxy=(420,1307,758,1410)
notice-block xyxy=(787,1920,1125,2007)
notice-line: அமைப்பாளர் : கு.சரவணன், 15/3, காந்தி ஜனதா தெரு, வந்தவாசி, திருவண்ணாமலை. xyxy=(53,1779,392,1810)
notice-line: அமைப்பாளர் : எல்.சக்திவேல், 4, பொசாலி தெரு, பெரணமல்லூர், குருவிகுளம், திருவண்ணாமலை. xyxy=(787,1352,1125,1383)
notice-line: பாகம் – 104 : சு.முனியசாமி, 3/98, நடுத்தெரு, உடையாம்புளி, தென்காசி. xyxy=(420,1676,758,1708)
section-heading: 7–வது வார்டு xyxy=(175,659,270,677)
notice-line: அமைப்பாளர் : க.ஜெயக்குமார், 7/95, காந்திரபுரம், வந்தவாசி, திருவண்ணாமலை. xyxy=(787,1016,1125,1047)
notice-line: பாகம் – 124 : மு.சண்முகசுந்தரம், 12/64, மேற்குத் தெரு, வந்தவாசி. xyxy=(787,345,1125,376)
notice-block xyxy=(53,107,392,140)
section-heading: 9–வது வார்டு xyxy=(175,1070,270,1088)
section-heading: 17–வது வார்டு xyxy=(536,445,643,462)
section-heading: 16–வது வார்டு xyxy=(536,333,643,350)
notice-line: துணை அமைப்பாளர்கள் : (1) ஆ.வீரமணி, 42, பள்ளிக்கூடத் தெரு, (2) மா.சுப்பிரமணியன், 10/151, பிள்ளையார் கோயில் தெரு, தென்காசி. xyxy=(787,1448,1125,1495)
section-heading: ஜமீன் கிளை xyxy=(179,1423,266,1440)
notice-line: துணை அமைப்பாளர்கள் : (1) சி.ராஜ்குமார், அம்மன் கோயில் தெரு, (2) மு.சுப்பிரமணி, 5/62, மேலத் தெரு, பெரணமல்லூர், திருவண்ணாமலை. xyxy=(787,842,1125,890)
notice-line: அமைப்பாளர் : சு.ஆனந்த், 161, தேசிய நெடுஞ்சாலை, வந்தவாசி, திருவண்ணாமலை. xyxy=(420,1921,758,1952)
notice-line: அமைப்பாளர் : மு.முத்துக்குமார், 2/54, காமராஜ் நகர், வந்தவாசி, திருவண்ணாமலை. xyxy=(420,1552,758,1583)
notice-line: பாகம் – 140 : பா.காளிமுத்து, 236/1, பிரதான சாலை, பெரணமல்லூர், திருவண்ணாமலை. xyxy=(787,1145,1125,1176)
section-heading: 13–வது வார்டு xyxy=(169,1871,276,1888)
